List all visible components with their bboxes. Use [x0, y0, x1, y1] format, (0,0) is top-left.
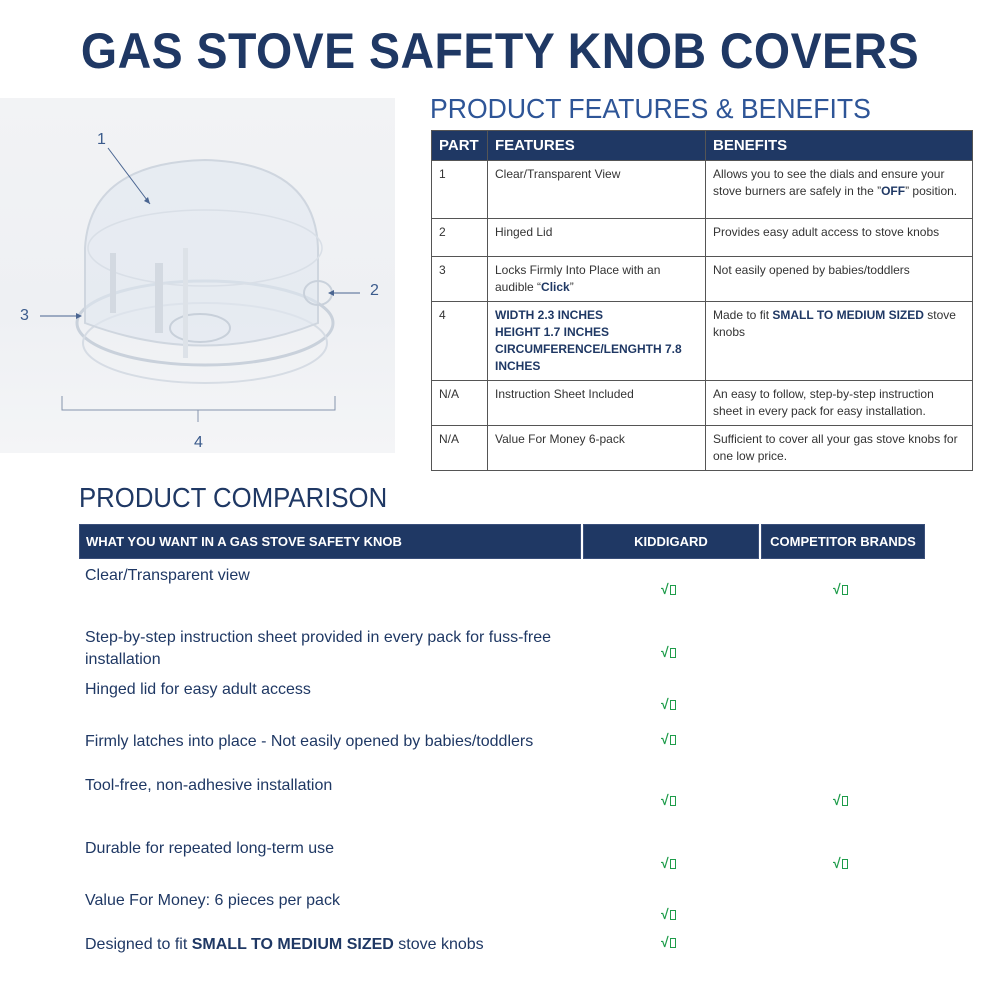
check-icon: √	[833, 581, 848, 597]
callout-4: 4	[194, 434, 203, 451]
check-icon: √	[661, 731, 676, 747]
comparison-header-competitor: COMPETITOR BRANDS	[761, 524, 925, 559]
check-icon: √	[661, 792, 676, 808]
features-heading: PRODUCT FEATURES & BENEFITS	[430, 93, 871, 124]
check-icon: √	[661, 855, 676, 871]
check-icon: √	[661, 644, 676, 660]
comparison-row-label: Designed to fit SMALL TO MEDIUM SIZED stove knobs	[85, 936, 484, 953]
comparison-header-criteria: WHAT YOU WANT IN A GAS STOVE SAFETY KNOB	[79, 524, 581, 559]
part-cell: 1	[432, 161, 488, 219]
features-header-row	[432, 131, 973, 161]
feature-cell: Locks Firmly Into Place with an audible “Click”	[488, 257, 706, 302]
benefit-cell: Not easily opened by babies/toddlers	[706, 257, 973, 302]
table-row	[432, 219, 973, 257]
header-part: PART	[432, 131, 488, 161]
feature-cell: WIDTH 2.3 INCHES HEIGHT 1.7 INCHES CIRCUMFERENCE/LENGHTH 7.8 INCHES	[488, 302, 706, 381]
table-row	[432, 161, 973, 219]
comparison-row-label: Hinged lid for easy adult access	[85, 681, 311, 698]
comparison-row-label: Value For Money: 6 pieces per pack	[85, 892, 340, 909]
check-icon: √	[833, 792, 848, 808]
feature-cell: Clear/Transparent View	[488, 161, 706, 219]
callout-2: 2	[370, 282, 379, 299]
check-icon: √	[661, 696, 676, 712]
check-icon: √	[661, 906, 676, 922]
features-table	[431, 130, 973, 471]
comparison-row-label: Clear/Transparent view	[85, 567, 250, 584]
comparison-heading: PRODUCT COMPARISON	[79, 482, 388, 513]
benefit-cell: Made to fit SMALL TO MEDIUM SIZED stove knobs	[706, 302, 973, 381]
page-title: GAS STOVE SAFETY KNOB COVERS	[80, 23, 920, 79]
part-cell: N/A	[432, 381, 488, 426]
header-features: FEATURES	[488, 131, 706, 161]
comparison-row-label: Durable for repeated long-term use	[85, 840, 335, 857]
benefit-cell: An easy to follow, step-by-step instruction sheet in every pack for easy installation.	[706, 381, 973, 426]
callout-3: 3	[20, 307, 29, 324]
benefit-cell: Allows you to see the dials and ensure your stove burners are safely in the ”OFF” position.	[706, 161, 973, 219]
comparison-row-label: Firmly latches into place - Not easily opened by babies/toddlers	[85, 733, 534, 750]
feature-cell: Instruction Sheet Included	[488, 381, 706, 426]
product-image	[0, 98, 395, 453]
benefit-cell: Provides easy adult access to stove knobs	[706, 219, 973, 257]
part-cell: 4	[432, 302, 488, 381]
check-icon: √	[661, 581, 676, 597]
part-cell: 2	[432, 219, 488, 257]
part-cell: N/A	[432, 426, 488, 471]
table-row	[432, 257, 973, 302]
comparison-header-kiddigard: KIDDIGARD	[583, 524, 759, 559]
check-icon: √	[661, 934, 676, 950]
callout-1: 1	[97, 131, 106, 148]
comparison-row-label: Tool-free, non-adhesive installation	[85, 777, 333, 794]
knob-cover-illustration	[0, 98, 395, 453]
benefit-cell: Sufficient to cover all your gas stove knobs for one low price.	[706, 426, 973, 471]
check-icon: √	[833, 855, 848, 871]
comparison-row-label: Step-by-step instruction sheet provided in every pack for fuss-free installation	[85, 629, 551, 668]
feature-cell: Value For Money 6-pack	[488, 426, 706, 471]
table-row	[432, 426, 973, 471]
part-cell: 3	[432, 257, 488, 302]
table-row	[432, 302, 973, 381]
table-row	[432, 381, 973, 426]
header-benefits: BENEFITS	[706, 131, 973, 161]
feature-cell: Hinged Lid	[488, 219, 706, 257]
